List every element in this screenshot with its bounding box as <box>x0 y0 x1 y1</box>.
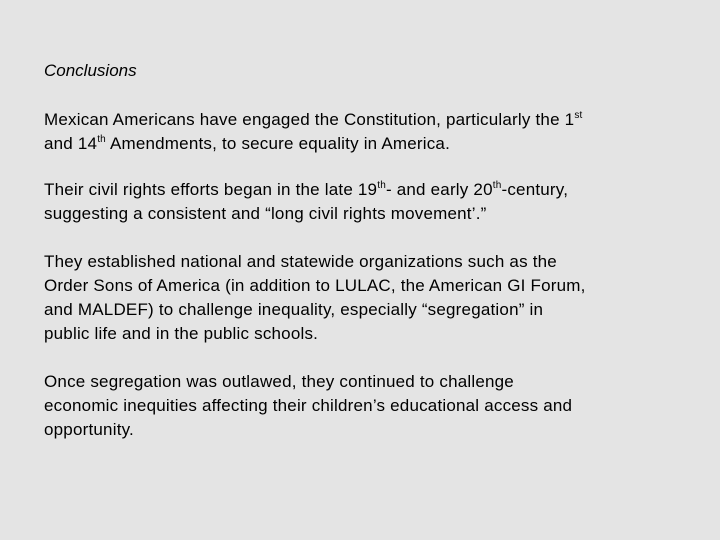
paragraph-text: Their civil rights efforts began in the late 19 <box>44 180 378 199</box>
paragraph-line: Once segregation was outlawed, they continued to challenge <box>44 372 514 391</box>
paragraph-organizations <box>44 250 684 346</box>
superscript: th <box>492 180 502 191</box>
slide-title: Conclusions <box>44 61 137 80</box>
paragraph-text: -century, <box>501 180 569 199</box>
paragraph-line: They established national and statewide organizations such as the <box>44 252 557 271</box>
paragraph-line: and MALDEF) to challenge inequality, especially “segregation” in <box>44 300 544 319</box>
paragraph-text: Mexican Americans have engaged the Constitution, particularly the 1 <box>44 110 575 129</box>
paragraph-line: Order Sons of America (in addition to LULAC, the American GI Forum, <box>44 276 586 295</box>
paragraph-line: opportunity. <box>44 420 134 439</box>
paragraph-line: public life and in the public schools. <box>44 324 319 343</box>
paragraph-text: suggesting a consistent and “long civil rights movement’.” <box>44 204 487 223</box>
paragraph-text: Amendments, to secure equality in America. <box>105 134 450 153</box>
paragraph-civil-rights-efforts <box>44 178 684 226</box>
paragraph-text: and 14 <box>44 134 98 153</box>
superscript: th <box>377 180 386 191</box>
paragraph-line: economic inequities affecting their children’s educational access and <box>44 396 573 415</box>
paragraph-constitution <box>44 108 684 156</box>
paragraph-text: - and early 20 <box>385 180 493 199</box>
paragraph-economic-inequities <box>44 370 684 442</box>
superscript: th <box>97 134 106 145</box>
superscript: st <box>574 110 583 121</box>
